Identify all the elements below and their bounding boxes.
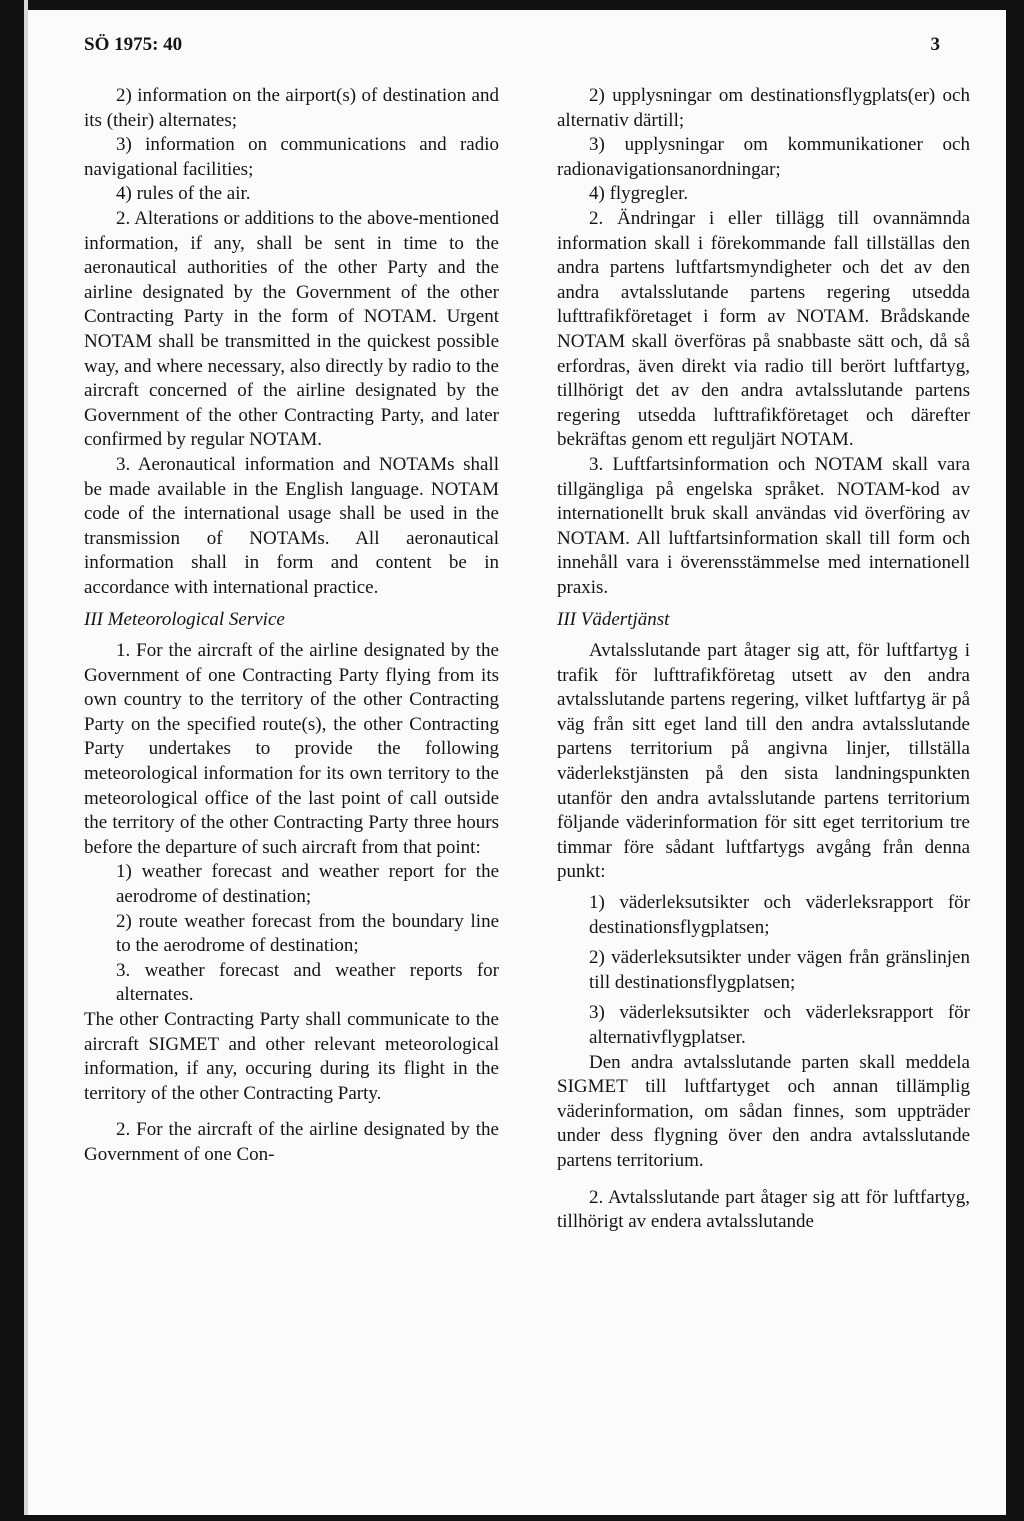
section-heading: III Vädertjänst — [557, 609, 670, 631]
met-paragraph-1: Avtalsslutande part åtager sig att, för luftfartyg i trafik för lufttrafikföretag utsett av den andra avtalsslutande partens regering, vilket luftfartyg är på väg från sitt eget land till den andra avtalsslutande partens territorium på angivna linjer, tillställa väderlekstjänsten på den sista landningspunkten utanför den andra avtalsslutande partens territorium följande väderinformation för sitt eget territorium tre timmar före sådant luftfartygs avgång från denna punkt: — [557, 640, 970, 883]
scan-border-left-inner — [24, 0, 28, 1521]
info-item-4: 4) flygregler. — [589, 183, 689, 205]
page-header — [84, 34, 940, 64]
paragraph-2: 2. Ändringar i eller tillägg till ovannämnda information skall i förekommande fall tillställas den andra partens luftfartsmyndigheter och det av den andra avtalsslutande partens regering utsedda lufttrafikföretaget i form av NOTAM. Brådskande NOTAM skall överföras på snabbaste sätt och, då så erfordras, även direkt via radio till berört luftfartyg, tillhörigt det av den andra avtalsslutande partens regering utsedda lufttrafikföretaget och därefter bekräftas genom ett reguljärt NOTAM. — [557, 207, 970, 451]
met-item-2: 2) väderleksutsikter under vägen från gränslinjen till destinationsflygplatsen; — [589, 947, 970, 993]
scan-border-left — [0, 0, 24, 1521]
met-item-3: 3. weather forecast and weather reports for alternates. — [116, 959, 499, 1006]
met-item-3: 3) väderleksutsikter och väderleksrapport för alternativflygplatser. — [589, 1002, 970, 1048]
met-paragraph-2: 2. Avtalsslutande part åtager sig att för luftfartyg, tillhörigt av endera avtalsslutande — [557, 1186, 970, 1233]
met-paragraph-1: 1. For the aircraft of the airline designated by the Government of one Contracting Party flying from its own country to the territory of the other Contracting Party on the specified route(s), the other Contracting Party undertakes to provide the following meteorological information for its own territory to the meteorological office of the last point of call outside the territory of the other Contracting Party three hours before the departure of such aircraft from that point: — [84, 640, 499, 858]
info-item-2: 2) information on the airport(s) of destination and its (their) alternates; — [84, 85, 499, 131]
paragraph-3: 3. Luftfartsinformation och NOTAM skall vara tillgängliga på engelska språket. NOTAM-kod av internationellt bruk skall användas vid överföring av NOTAM. All luftfartsinformation skall till form och innehåll vara i överensstämmelse med internationell praxis. — [557, 453, 970, 598]
info-item-3: 3) upplysningar om kommunikationer och radionavigationsanordningar; — [557, 134, 970, 180]
met-continuation: Den andra avtalsslutande parten skall meddela SIGMET till luftfartyget och annan tillämplig väderinformation, om sådan finnes, som uppträder under dess flygning över den andra avtalsslutande partens territorium. — [557, 1051, 970, 1171]
met-paragraph-2: 2. For the aircraft of the airline designated by the Government of one Con- — [84, 1119, 499, 1165]
page-number: 3 — [930, 34, 940, 55]
paragraph-3: 3. Aeronautical information and NOTAMs shall be made available in the English language. NOTAM code of the international usage shall be used in the transmission of NOTAMs. All aeronautical information shall in form and content be in accordance with international practice. — [84, 453, 499, 598]
met-item-1: 1) väderleksutsikter och väderleksrapport för destinationsflygplatsen; — [589, 892, 970, 938]
scan-border-top — [0, 0, 1024, 10]
met-item-2: 2) route weather forecast from the boundary line to the aerodrome of destination; — [116, 910, 499, 957]
document-reference: SÖ 1975: 40 — [84, 34, 183, 55]
met-continuation: The other Contracting Party shall communicate to the aircraft SIGMET and other relevant meteorological information, if any, occuring during its flight in the territory of the other Contracting Party. — [84, 1008, 499, 1104]
info-item-4: 4) rules of the air. — [116, 183, 251, 205]
scan-border-bottom — [0, 1515, 1024, 1521]
english-column — [84, 84, 499, 1168]
paragraph-2: 2. Alterations or additions to the above-mentioned information, if any, shall be sent in time to the aeronautical authorities of the other Party and the airline designated by the Government of the other Contracting Party in the form of NOTAM. Urgent NOTAM shall be transmitted in the quickest possible way, and where necessary, also directly by radio to the aircraft concerned of the airline designated by the Government of the other Contracting Party, and later confirmed by regular NOTAM. — [84, 207, 499, 451]
info-item-2: 2) upplysningar om destinationsflygplats(er) och alternativ därtill; — [557, 85, 970, 131]
section-heading: III Meteorological Service — [84, 609, 285, 631]
met-item-1: 1) weather forecast and weather report for the aerodrome of destination; — [116, 861, 499, 907]
swedish-column — [557, 84, 970, 1235]
info-item-3: 3) information on communications and radio navigational facilities; — [84, 134, 499, 180]
scan-border-right — [1006, 0, 1024, 1521]
